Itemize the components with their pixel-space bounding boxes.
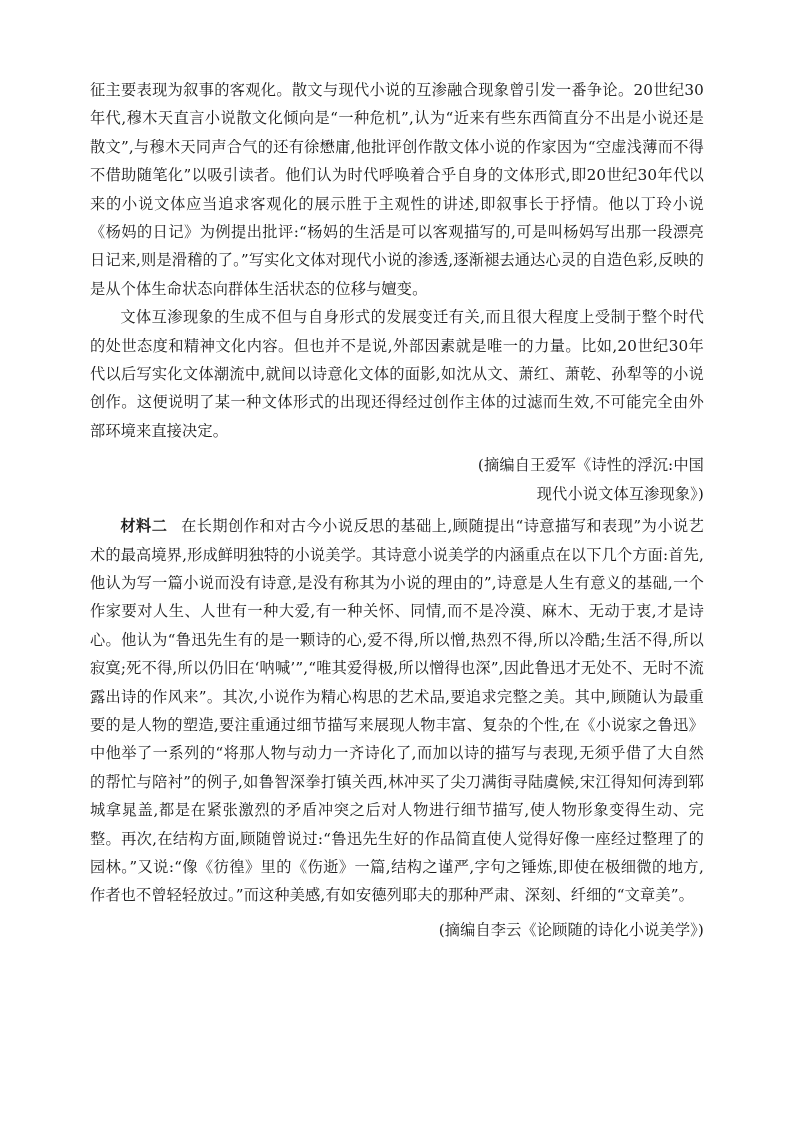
- material2-paragraph: [90, 512, 704, 910]
- material2-body: 在长期创作和对古今小说反思的基础上,顾随提出“诗意描写和表现”为小说艺术的最高境界,形成鲜明独特的小说美学。其诗意小说美学的内涵重点在以下几个方面:首先,他认为写一篇小说而没有诗意,是没有称其为小说的理由的”,诗意是人生有意义的基础,一个作家要对人生、人世有一种大爱,有一种关怀、同情,而不是冷漠、麻木、无动于衷,才是诗心。他认为“鲁迅先生有的是一颗诗的心,爱不得,所以憎,热烈不得,所以冷酷;生活不得,所以寂寞;死不得,所以仍旧在‘呐喊’”,“唯其爱得极,所以憎得也深”,因此鲁迅才无处不、无时不流露出诗的作风来”。其次,小说作为精心构思的艺术品,要追求完整之美。其中,顾随认为最重要的是人物的塑造,要注重通过细节描写来展现人物丰富、复杂的个性,在《小说家之鲁迅》中他举了一系列的“将那人物与动力一齐诗化了,而加以诗的描写与表现,无须乎借了大自然的帮忙与陪衬”的例子,如鲁智深拳打镇关西,林冲买了尖刀满街寻陆虞候,宋江得知何涛到郓城拿晁盖,都是在紧张激烈的矛盾冲突之后对人物进行细节描写,使人物形象变得生动、完整。再次,在结构方面,顾随曾说过:“鲁迅先生好的作品简直使人觉得好像一座经过整理了的园林。”又说:“像《彷徨》里的《伤逝》一篇,结构之谨严,字句之锤炼,即使在极细微的地方,作者也不曾轻轻放过。”而这种美感,有如安德列耶夫的那种严肃、深刻、纤细的“文章美”。: [90, 517, 704, 905]
- document-page: [90, 76, 704, 944]
- material1-source-line-1: (摘编自王爱军《诗性的浮沉:中国: [477, 456, 704, 475]
- material1-source-line-2: 现代小说文体互渗现象》): [536, 484, 704, 503]
- material1-paragraph-2: 文体互渗现象的生成不但与自身形式的发展变迁有关,而且很大程度上受制于整个时代的处世态度和精神文化内容。但也并不是说,外部因素就是唯一的力量。比如,20世纪30年代以后写实化文体潮流中,就间以诗意化文体的面影,如沈从文、萧红、萧乾、孙犁等的小说创作。这便说明了某一种文体形式的出现还得经过创作主体的过滤而生效,不可能完全由外部环境来直接决定。: [90, 308, 704, 440]
- material2-label: 材料二: [120, 517, 168, 536]
- material2-source-citation: (摘编自李云《论顾随的诗化小说美学》): [438, 920, 704, 939]
- material1-source-citation: [90, 451, 704, 508]
- material1-paragraph-continued: 征主要表现为叙事的客观化。散文与现代小说的互渗融合现象曾引发一番争论。20世纪30年代,穆木天直言小说散文化倾向是“一种危机”,认为“近来有些东西简直分不出是小说还是散文”,与穆木天同声合气的还有徐懋庸,他批评创作散文体小说的作家因为“空虚浅薄而不得不借助随笔化”以吸引读者。他们认为时代呼唤着合乎自身的文体形式,即20世纪30年代以来的小说文体应当追求客观化的展示胜于主观性的讲述,即叙事长于抒情。他以丁玲小说《杨妈的日记》为例提出批评:“杨妈的生活是可以客观描写的,可是叫杨妈写出那一段漂亮日记来,则是滑稽的了。”写实化文体对现代小说的渗透,逐渐褪去通达心灵的自造色彩,反映的是从个体生命状态向群体生活状态的位移与嬗变。: [90, 81, 704, 298]
